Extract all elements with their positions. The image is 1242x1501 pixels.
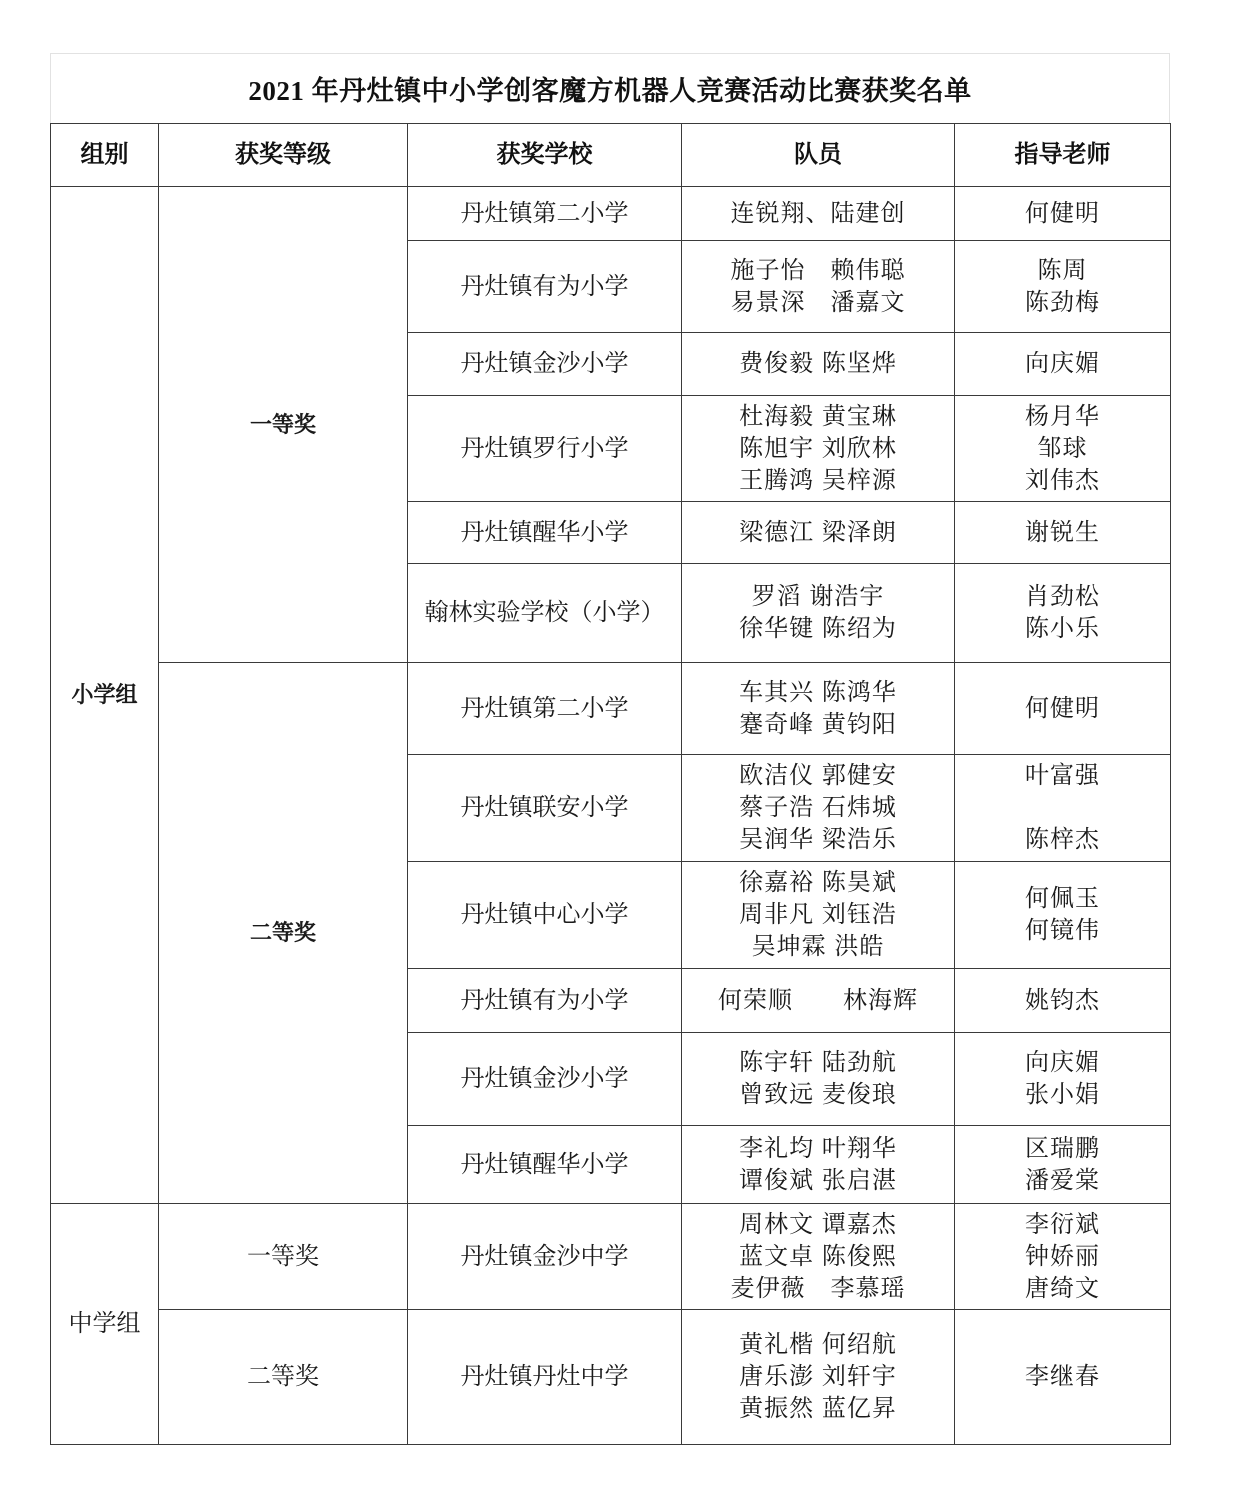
members-cell xyxy=(682,502,955,564)
teacher-name: 杨月华 xyxy=(1025,402,1100,430)
member-pair: 周非凡 刘钰浩 xyxy=(739,901,897,928)
member-pair: 杜海毅 黄宝琳 xyxy=(739,402,897,430)
teachers-cell xyxy=(955,187,1171,241)
member-pair: 连锐翔、陆建创 xyxy=(730,199,906,227)
teacher-name: 陈小乐 xyxy=(1025,615,1100,642)
table-row xyxy=(51,663,1171,755)
group-cell: 小学组 xyxy=(51,187,159,1204)
teacher-name: 李衍斌 xyxy=(1025,1210,1100,1238)
member-pair: 罗滔 谢浩宇 xyxy=(751,583,885,610)
teacher-name: 张小娟 xyxy=(1025,1081,1100,1108)
teacher-name: 刘伟杰 xyxy=(1025,466,1100,494)
teacher-name: 陈劲梅 xyxy=(1025,288,1100,316)
header-award-level: 获奖等级 xyxy=(159,124,408,187)
members-cell xyxy=(682,755,955,862)
teachers-cell xyxy=(955,663,1171,755)
teacher-name: 陈周 xyxy=(1037,256,1088,284)
teachers-cell xyxy=(955,564,1171,663)
member-pair: 徐嘉裕 陈昊斌 xyxy=(739,869,897,896)
member-pair: 李礼均 叶翔华 xyxy=(739,1134,897,1162)
member-pair: 王腾鸿 吴梓源 xyxy=(739,466,897,494)
teacher-name: 叶富强 xyxy=(1025,762,1100,789)
table-header-row xyxy=(51,124,1171,187)
teachers-cell xyxy=(955,969,1171,1033)
member-pair: 欧洁仪 郭健安 xyxy=(739,762,897,789)
member-pair: 黄振然 蓝亿昇 xyxy=(739,1395,897,1422)
teacher-name: 邹球 xyxy=(1037,434,1088,462)
teachers-cell xyxy=(955,396,1171,502)
member-pair: 费俊毅 陈坚烨 xyxy=(739,350,897,377)
member-pair: 唐乐澎 刘轩宇 xyxy=(739,1363,897,1390)
header-school: 获奖学校 xyxy=(408,124,682,187)
teacher-name: 向庆媚 xyxy=(1025,1049,1100,1076)
member-pair: 麦伊薇 李慕瑶 xyxy=(730,1274,906,1302)
members-cell xyxy=(682,969,955,1033)
member-pair: 何荣顺 林海辉 xyxy=(718,986,918,1014)
school-cell: 翰林实验学校（小学） xyxy=(408,564,682,663)
members-cell xyxy=(682,333,955,396)
teacher-name: 姚钧杰 xyxy=(1025,986,1100,1014)
members-cell xyxy=(682,564,955,663)
teachers-cell xyxy=(955,1033,1171,1126)
award-level-cell: 一等奖 xyxy=(159,187,408,663)
member-pair: 施子怡 赖伟聪 xyxy=(730,256,906,284)
teacher-name: 唐绮文 xyxy=(1025,1274,1100,1302)
members-cell xyxy=(682,396,955,502)
teachers-cell xyxy=(955,862,1171,969)
teachers-cell xyxy=(955,1310,1171,1445)
members-cell xyxy=(682,1310,955,1445)
school-cell: 丹灶镇有为小学 xyxy=(408,969,682,1033)
teacher-name: 何佩玉 xyxy=(1025,885,1100,912)
members-cell xyxy=(682,187,955,241)
group-cell: 中学组 xyxy=(51,1204,159,1445)
table-row xyxy=(51,1310,1171,1445)
school-cell: 丹灶镇中心小学 xyxy=(408,862,682,969)
member-pair: 梁德江 梁泽朗 xyxy=(739,518,897,546)
teachers-cell xyxy=(955,755,1171,862)
header-teachers: 指导老师 xyxy=(955,124,1171,187)
member-pair: 蓝文卓 陈俊熙 xyxy=(739,1242,897,1270)
table-body xyxy=(51,187,1171,1445)
member-pair: 曾致远 麦俊琅 xyxy=(739,1081,897,1108)
awards-table xyxy=(50,123,1171,1445)
school-cell: 丹灶镇金沙小学 xyxy=(408,1033,682,1126)
teacher-name: 潘爱棠 xyxy=(1025,1166,1100,1194)
members-cell xyxy=(682,1204,955,1310)
table-row xyxy=(51,1204,1171,1310)
member-pair: 车其兴 陈鸿华 xyxy=(739,678,897,706)
member-pair: 陈旭宇 刘欣林 xyxy=(739,434,897,462)
teacher-name: 区瑞鹏 xyxy=(1025,1134,1100,1162)
school-cell: 丹灶镇金沙小学 xyxy=(408,333,682,396)
teacher-name xyxy=(955,792,1170,824)
member-pair: 吴润华 梁浩乐 xyxy=(739,826,897,853)
school-cell: 丹灶镇有为小学 xyxy=(408,241,682,333)
teacher-name: 何健明 xyxy=(1025,199,1100,227)
member-pair: 蔡子浩 石炜城 xyxy=(739,794,897,821)
member-pair: 徐华键 陈绍为 xyxy=(739,615,897,642)
award-level-cell: 二等奖 xyxy=(159,663,408,1204)
member-pair: 易景深 潘嘉文 xyxy=(730,288,906,316)
table-row xyxy=(51,187,1171,241)
header-members: 队员 xyxy=(682,124,955,187)
school-cell: 丹灶镇醒华小学 xyxy=(408,1126,682,1204)
members-cell xyxy=(682,1033,955,1126)
teacher-name: 向庆媚 xyxy=(1025,350,1100,377)
school-cell: 丹灶镇第二小学 xyxy=(408,663,682,755)
document-title: 2021 年丹灶镇中小学创客魔方机器人竞赛活动比赛获奖名单 xyxy=(50,53,1170,123)
teachers-cell xyxy=(955,333,1171,396)
teacher-name: 何镜伟 xyxy=(1025,917,1100,944)
school-cell: 丹灶镇醒华小学 xyxy=(408,502,682,564)
school-cell: 丹灶镇联安小学 xyxy=(408,755,682,862)
teacher-name: 李继春 xyxy=(1025,1363,1100,1390)
award-level-cell: 一等奖 xyxy=(159,1204,408,1310)
header-group: 组别 xyxy=(51,124,159,187)
teachers-cell xyxy=(955,241,1171,333)
members-cell xyxy=(682,241,955,333)
members-cell xyxy=(682,663,955,755)
member-pair: 黄礼楷 何绍航 xyxy=(739,1331,897,1358)
members-cell xyxy=(682,1126,955,1204)
school-cell: 丹灶镇金沙中学 xyxy=(408,1204,682,1310)
school-cell: 丹灶镇罗行小学 xyxy=(408,396,682,502)
members-cell xyxy=(682,862,955,969)
teachers-cell xyxy=(955,1126,1171,1204)
member-pair: 周林文 谭嘉杰 xyxy=(739,1210,897,1238)
school-cell: 丹灶镇丹灶中学 xyxy=(408,1310,682,1445)
teacher-name: 肖劲松 xyxy=(1025,583,1100,610)
teacher-name: 钟娇丽 xyxy=(1025,1242,1100,1270)
member-pair: 谭俊斌 张启湛 xyxy=(739,1166,897,1194)
teachers-cell xyxy=(955,502,1171,564)
teacher-name: 谢锐生 xyxy=(1025,518,1100,546)
school-cell: 丹灶镇第二小学 xyxy=(408,187,682,241)
teacher-name: 陈梓杰 xyxy=(1025,826,1100,853)
teachers-cell xyxy=(955,1204,1171,1310)
member-pair: 陈宇轩 陆劲航 xyxy=(739,1049,897,1076)
teacher-name: 何健明 xyxy=(1025,694,1100,722)
member-pair: 吴坤霖 洪皓 xyxy=(751,933,885,960)
award-level-cell: 二等奖 xyxy=(159,1310,408,1445)
member-pair: 蹇奇峰 黄钧阳 xyxy=(739,710,897,738)
